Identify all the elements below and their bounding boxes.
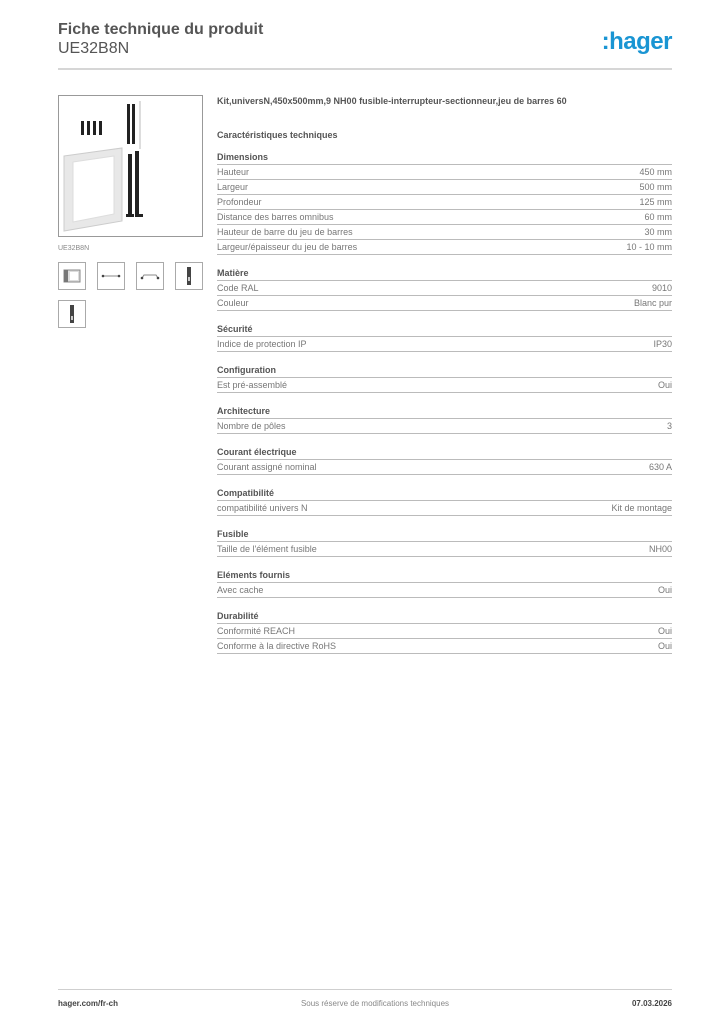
technical-specifications	[217, 95, 672, 654]
thumbnail-strip	[58, 262, 208, 328]
spec-label: Profondeur	[217, 197, 262, 207]
characteristics-heading: Caractéristiques techniques	[217, 130, 338, 140]
spec-value: Oui	[657, 626, 672, 636]
spec-label: Taille de l'élément fusible	[217, 544, 317, 554]
spec-label: Largeur	[217, 182, 249, 192]
spec-row	[217, 501, 672, 516]
spec-label: Code RAL	[217, 283, 259, 293]
section-title: Eléments fournis	[217, 569, 672, 583]
product-kit-illustration-icon	[59, 96, 202, 236]
spec-value: 630 A	[648, 462, 672, 472]
spec-section	[217, 151, 672, 255]
spec-row	[217, 460, 672, 475]
spec-value: 450 mm	[639, 167, 672, 177]
thumbnail-2[interactable]	[97, 262, 125, 290]
spec-label: Est pré-assemblé	[217, 380, 288, 390]
spec-row	[217, 378, 672, 393]
spec-label: Conformité REACH	[217, 626, 296, 636]
section-title: Configuration	[217, 364, 672, 378]
spec-value: 9010	[651, 283, 672, 293]
spec-label: compatibilité univers N	[217, 503, 308, 513]
footer-website-link[interactable]: hager.com/fr-ch	[58, 999, 119, 1008]
footer-date: 07.03.2026	[631, 999, 672, 1008]
rail-bent-thumbnail-icon	[137, 263, 163, 289]
spec-row	[217, 180, 672, 195]
spec-section	[217, 446, 672, 475]
page-title: Fiche technique du produit	[58, 21, 264, 38]
spec-row	[217, 337, 672, 352]
spec-label: Couleur	[217, 298, 249, 308]
spec-label: Indice de protection IP	[217, 339, 307, 349]
spec-value: Oui	[657, 585, 672, 595]
spec-section	[217, 267, 672, 311]
spec-section	[217, 487, 672, 516]
footer-disclaimer: Sous réserve de modifications techniques	[300, 999, 450, 1008]
spec-row	[217, 542, 672, 557]
section-title: Fusible	[217, 528, 672, 542]
spec-label: Largeur/épaisseur du jeu de barres	[217, 242, 358, 252]
spec-label: Hauteur	[217, 167, 250, 177]
rail-thumbnail-icon	[98, 263, 124, 289]
product-gallery	[58, 95, 203, 328]
spec-row	[217, 240, 672, 255]
spec-section	[217, 323, 672, 352]
busbar-clamp-thumbnail-icon	[176, 263, 202, 289]
spec-value: 500 mm	[639, 182, 672, 192]
spec-value: Oui	[657, 380, 672, 390]
spec-label: Conforme à la directive RoHS	[217, 641, 337, 651]
spec-row	[217, 165, 672, 180]
spec-row	[217, 210, 672, 225]
spec-value: Oui	[657, 641, 672, 651]
section-title: Matière	[217, 267, 672, 281]
hager-logo: :hager	[601, 28, 672, 55]
section-title: Courant électrique	[217, 446, 672, 460]
section-title: Dimensions	[217, 151, 672, 165]
spec-value: 125 mm	[639, 197, 672, 207]
section-title: Compatibilité	[217, 487, 672, 501]
spec-section	[217, 364, 672, 393]
thumbnail-1[interactable]	[58, 262, 86, 290]
spec-section	[217, 405, 672, 434]
spec-row	[217, 624, 672, 639]
spec-value: 60 mm	[644, 212, 672, 222]
spec-section	[217, 569, 672, 598]
spec-row	[217, 639, 672, 654]
spec-value: Kit de montage	[611, 503, 672, 513]
spec-section	[217, 610, 672, 654]
spec-row	[217, 419, 672, 434]
spec-row	[217, 225, 672, 240]
section-title: Durabilité	[217, 610, 672, 624]
spec-label: Courant assigné nominal	[217, 462, 317, 472]
product-description: Kit,universN,450x500mm,9 NH00 fusible-interrupteur-sectionneur,jeu de barres 60	[217, 96, 567, 106]
main-image-caption: UE32B8N	[58, 245, 90, 252]
spec-row	[217, 583, 672, 598]
spec-label: Avec cache	[217, 585, 264, 595]
page-header	[58, 20, 672, 70]
spec-label: Nombre de pôles	[217, 421, 286, 431]
header-divider	[58, 68, 672, 70]
spec-value: 30 mm	[644, 227, 672, 237]
section-title: Sécurité	[217, 323, 672, 337]
spec-value: NH00	[648, 544, 672, 554]
spec-label: Distance des barres omnibus	[217, 212, 334, 222]
spec-value: 3	[666, 421, 672, 431]
spec-row	[217, 296, 672, 311]
product-reference: UE32B8N	[58, 40, 130, 57]
thumbnail-4[interactable]	[175, 262, 203, 290]
footer-divider	[58, 989, 672, 990]
spec-row	[217, 195, 672, 210]
cover-thumbnail-icon	[59, 263, 85, 289]
thumbnail-5[interactable]	[58, 300, 86, 328]
spec-section	[217, 528, 672, 557]
spec-row	[217, 281, 672, 296]
spec-sections	[217, 151, 672, 654]
page-footer	[58, 999, 672, 1008]
section-title: Architecture	[217, 405, 672, 419]
thumbnail-3[interactable]	[136, 262, 164, 290]
product-main-image[interactable]	[58, 95, 203, 237]
spec-value: IP30	[653, 339, 672, 349]
spec-value: 10 - 10 mm	[626, 242, 672, 252]
spec-label: Hauteur de barre du jeu de barres	[217, 227, 353, 237]
spec-value: Blanc pur	[633, 298, 672, 308]
busbar-clamp-alt-thumbnail-icon	[59, 301, 85, 327]
